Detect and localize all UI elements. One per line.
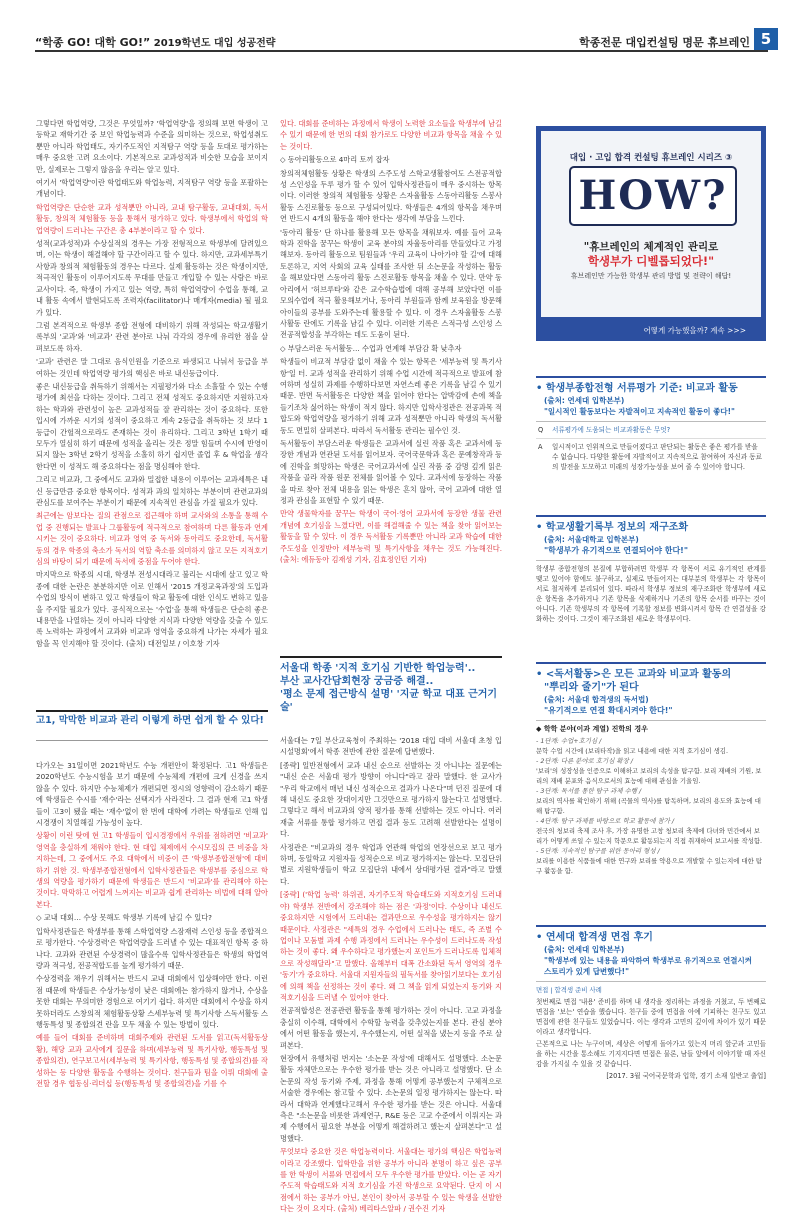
- page-header: [0, 0, 800, 52]
- column-2-paragraph: ◇ 부담스러운 독서활동… 수업과 연계해 부담감 확 낮추자: [280, 343, 462, 353]
- box1-question: Q 서류평가에 도움되는 비교과활동은 무엇?: [538, 426, 671, 434]
- column-2-paragraph: 만약 생물학자를 꿈꾸는 학생이 국어·영어 교과서에 등장한 생물 관련 개념에 호기심을 느꼈다면, 이를 해결해줄 수 있는 책을 찾아 읽어보는 활동을 할 수 있다. 이 경우 독서활동 기록뿐만 아니라 교과 학습에 대한 주도성을 인정받아 세부능력 및 특기사항을 채우는 것도 가능해진다. (출처: 에듀동아 김재성 기자, 김효정인턴 기자): [280, 509, 502, 565]
- box4-source: (출처: 연세대 입학본부): [544, 945, 625, 954]
- ad-series-label: 대입 · 고입 합격 컨설팅 휴브레인 시리즈 ③: [569, 153, 733, 163]
- column-2-paragraph: ◇ 동아리활동으로 4마리 토끼 잡자: [280, 155, 390, 165]
- box2-divider: [536, 560, 766, 561]
- article-1-paragraph: 예를 들어 대회를 준비하며 대회주제와 관련된 도서를 읽고(독서활동상황), 해당 교과 교사에게 질문을 하며(세부능력 및 특기사항, 행동특성 및 종합의견), 연구보고서(세부능력 및 특기사항, 행동특성 및 종합의견)를 작성하는 등 다양한 활동을 수행하는 것이다. 친구들과 팀을 이뤄 대회에 출전할 경우 협동심·리더십 등(행동특성 및 종합의견)을 기를 수: [36, 1033, 268, 1088]
- box3-quote: "유기적으로 연결 확대시켜야 한다!": [544, 706, 673, 715]
- box3-step-line: 보리의 역사를 확인하기 위해 (곡물의 역사)를 탐독하며, 보리의 용도와 효능에 대해 탐구함.: [536, 797, 761, 815]
- info-box-interview: [536, 925, 766, 1081]
- box3-step-line: 전국의 청보리 축제 조사 후, 가장 유명한 고창 청보리 축제에 다녀와 민간에서 보리가 어떻게 쓰일 수 있는지 학문으로 활동되는지 직접 취재하여 보고서를 작성함.: [536, 827, 763, 845]
- box3-step-line: 문학 수업 시간에 (보리타작)을 읽고 내용에 대한 지적 호기심이 생김.: [536, 747, 728, 755]
- article-2-title-line2: 부산 교사간담회현장 궁금증 해결..: [280, 676, 434, 687]
- article-2-title: [280, 662, 502, 714]
- article-1-paragraph: 수상경력을 채우기 위해서는 반드시 교내 대회에서 입상해야만 한다. 이런 점 때문에 학생들은 수상가능성이 낮은 대회에는 참가하지 않거나, 수상을 못한 대회는 무의미한 경험으로 여기기 쉽다. 하지만 대회에서 수상을 하지 못하더라도 스창의적 체험활동상황 스세부능력 및 특기사항 스독서활동 스행동특성 및 종합의견 란을 모두 채울 수 있는 방법이 있다.: [36, 974, 268, 1029]
- column-1-paragraph: '교과' 관련은 말 그대로 음식인원을 기준으로 파생되고 나눠서 등급을 부여하는 것인데 학업역량 평가의 핵심은 바로 내신등급이다.: [36, 357, 268, 378]
- box2-text: 학생부 종합전형의 본질에 부합하려면 학생부 각 항목이 서로 유기적인 관계를 맺고 있어야 함에도 불구하고, 실제로 만들어지는 대부분의 학생부는 각 항목이 서로 철저하게 분리되어 있다. 따라서 학생부 정보의 재구조화란 학생부에 새로운 항목을 추가하거나 기존 항목을 삭제하거나 기존의 항목 순서를 바꾸는 것이 아니다. 기존 학생부의 각 항목에 기록할 정보를 변화시켜서 항목 간 연결성을 강화하는 것이다. 그것이 재구조화된 새로운 학생부이다.: [536, 565, 766, 623]
- box4-paragraph-2: 근본적으로 나는 누구이며, 세상은 어떻게 돌아가고 있는지 머리 앞군과 고민들을 하는 시간을 통소해도 기지지다면 면접은 물론, 남들 앞에서 이야기할 때 자신감을 가지실 수 있을 것 같습니다.: [536, 1040, 766, 1068]
- column-1-text: [36, 118, 268, 699]
- box1-source: (출처: 연세대 입학본부): [544, 396, 625, 405]
- answer-label: A: [538, 443, 543, 451]
- ad-panel: [541, 131, 761, 317]
- article-1-paragraph: ◇ 교내 대회… 수상 못해도 학생부 기록에 남길 수 있다?: [36, 913, 212, 923]
- box3-step-line: - 5단계: 지속적인 탐구를 위한 동아리 형성 /: [536, 847, 660, 855]
- ad-subtitle: 휴브레인만 가능한 학생부 관리 방법 및 전략이 해답!: [570, 272, 732, 280]
- box3-step-line: - 2단계: 다른 분야로 호기심 확장 /: [536, 757, 633, 765]
- box4-paragraph-1: 첫번째로 면접 '내용' 준비를 하며 내 생각을 정리하는 과정을 거쳤고, 두 번째로 면접을 '보는' 연습을 했습니다. 친구들 중에 면접을 아예 기피하는 친구도 있고 면접에 관한 친구들도 있었습니다. 이는 생각과 고민의 깊이에 차이가 있기 때문이라고 생각합니다.: [536, 998, 766, 1036]
- article-1-body: [36, 760, 268, 1148]
- column-2-paragraph: 있다. 대회를 준비하는 과정에서 학생이 노력한 요소들을 학생부에 남길 수 있기 때문에 한 번의 대회 참가로도 다양한 비교과 항목을 채울 수 있는 것이다.: [280, 119, 502, 151]
- box1-qa-divider: [536, 438, 766, 439]
- header-subtitle: 2019학년도 대입 성공전략: [153, 38, 276, 49]
- article-2-paragraph: 서울대는 7일 부산교육청이 주최하는 '2018 대입 대비 서울대 초청 입시설명회'에서 학종 전반에 관한 질문에 답변했다.: [280, 736, 502, 757]
- box3-step-line: - 4단계: 탐구 과제를 바탕으로 학교 활동에 참가 /: [536, 817, 675, 825]
- advertisement-banner[interactable]: [536, 126, 766, 341]
- article-2-title-line1: 서울대 학종 '지적 호기심 기반한 학업능력'..: [280, 663, 476, 674]
- box1-quote: "일시적인 활동보다는 자발적이고 지속적인 활동이 좋다!": [544, 407, 735, 416]
- article-1-paragraph: 상황이 이런 탓에 현 고1 학생들이 입시경쟁에서 우위를 점하려면 '비교과' 영역을 충실하게 채워야 한다. 현 대입 체제에서 수시모집의 큰 비중을 차지하는데, 그 중에서도 주요 대학에서 비중이 큰 '학생부종합전형'에 대비하기 위한 것. 학생부종합전형에서 입학사정관들은 학생부를 중심으로 학생의 역량을 평가하기 때문에 학생들은 반드시 '비교과'를 관리해야 하는 것이다. 막막하고 어렵게 느껴지는 비교과 쉽게 관리하는 비법에 대해 알아본다.: [36, 831, 268, 909]
- article-2-paragraph: [종략] 일반전형에서 교과 내신 순으로 선발하는 것 아니냐는 질문에는 "내신 순은 서울대 평가 방향이 아니다"라고 잘라 말했다. 한 교사가 "우리 학교에서 매년 내신 성적순으로 결과가 나온다"며 던진 질문에 대해 내신도 중요한 잣대이지만 그것만으로 평가하지 않는다고 설명했다. 그렇다고 해서 비교과의 양적 평가를 통해 선발하는 것도 아니다. 여러 재출 서류를 통합 평가하고 면접 결과 등도 고려해 선발한다는 설명이다.: [280, 760, 502, 839]
- box2-quote: "학생부가 유기적으로 연결되어야 한다!": [544, 546, 688, 555]
- column-1-paragraph: 학업역량은 단순한 교과 성적뿐만 아니라, 교내 탐구활동, 교내대회, 독서활동, 창의적 체험활동 등을 통해서 평가하고 있다. 학생부에서 학업의 학업역량이 드러나는 구간은 총 4부분이라고 할 수 있다.: [36, 202, 268, 235]
- column-1-paragraph: 그럼 본격적으로 학생부 종합 전형에 대비하기 위해 작성되는 학교생활기록부의 '교과'와 '비교과' 관련 분야로 나눠 각각의 경우에 유리한 점을 살펴보도록 하자.: [36, 320, 268, 353]
- box4-quote-line1: "학생부에 있는 내용을 파악하여 학생부로 유기적으로 연결시켜: [544, 956, 752, 965]
- article-2-title-line3: '평소 문제 접근방식 설명' '지균 학교 대표 근거기술': [280, 689, 498, 713]
- box1-title: • 학생부종합전형 서류평가 기준: 비교과 활동: [536, 383, 738, 394]
- article-2-paragraph: 무엇보다 중요한 것은 학업능력이다. 서울대는 평가의 핵심은 학업능력이라고 강조했다. 입학만을 위한 공부가 아니라 분명이 하고 싶은 공부를 한 학생이 서류와 면접에서 모두 우수한 평가를 받았다. 이는 곧 자기주도적 학습태도와 지적 호기심을 가진 학생으로 요약된다. 단지 이 시점에서 하는 공부가 아닌, 본인이 찾아서 공부할 수 있는 학생을 선발한다는 것이 요지다. (출처) 베리타스알파 / 권수진 기자: [280, 1147, 502, 1214]
- box3-step-line: '보리'의 성장성을 인증으로 이해하고 보리의 속성을 탐구함. 보리 재배의 기원, 보리의 재배 분포와 음식으로서의 효능에 대해 관심을 기울임.: [536, 767, 762, 785]
- header-right: 학종전문 대입컨설팅 명문 휴브레인: [579, 36, 750, 49]
- article-1-paragraph: 입학사정관들은 학생부를 통해 스학업역량 스잠재력 스인성 등을 종합적으로 평가한다. '수상경력'은 학업역량을 드러낼 수 있는 대표적인 항목 중 하나다. 교과와 관련된 수상경력이 많을수록 입학사정관들은 학생의 학업역량과 적극성, 전공적합도를 높게 평가하기 때문.: [36, 926, 268, 970]
- box3-steps: [536, 736, 766, 876]
- article-1-subrule: [36, 740, 268, 741]
- box3-step-line: - 3단계: 독서를 통한 탐구 과제 수행 /: [536, 787, 642, 795]
- article-2-paragraph: 사정관은 "비교과의 경우 학업과 연관해 학업의 연장선으로 보고 평가하며, 동일학교 지원자들 성적순으로 비교 평가하지는 않는다. 모집단위별로 지원학생들이 학교 모집단위 내에서 상대평가된 결과"라고 말했다.: [280, 842, 502, 886]
- article-2-body: [280, 735, 502, 1214]
- column-1-paragraph: 좋은 내신등급을 취득하기 위해서는 지필평가와 다소 소홀할 수 있는 수행평가에 최선을 다하는 것이다. 그리고 전체 성적도 중요하지만 지원하고자 하는 학과와 관련성이 높은 교과성적들 잘 관리하는 것이 중요하다. 또한 입시에 가까운 시기의 성적이 중요하고 계속 2등급을 취득하는 것 보다 1등급이 간헐적으로라도 존재하는 것이 유리하다. 그리고 3학년 1학기 때 모두가 열심히 하기 때문에 성적을 올리는 것은 정말 힘들며 수시에 반영이 되지 않는 3학년 2학기 성적을 소홀히 하기 쉽지만 졸업 후 & 학업을 생각한다면 이 성적도 해 중요하다는 점을 명심해야 한다.: [36, 381, 268, 471]
- info-box-reading: [536, 662, 766, 876]
- column-2-paragraph: 독서활동이 부담스러운 학생들은 교과서에 실린 작품 혹은 교과서에 등장한 개념과 연관된 도서를 읽어보자. 국어국문학과 혹은 문예창작과 등에 진학을 희망하는 학생은 국어교과서에 실린 작품 중 감명 깊게 읽은 작품을 골라 작품 원문 전체를 읽어볼 수 있다. 교과서에 등장하는 작품을 따로 찾아 전체 내용을 읽는 학생은 흔치 않아, 국어 교과에 대한 열정과 관심을 표현할 수 있기 때문.: [280, 438, 502, 505]
- box4-divider: [536, 981, 766, 982]
- column-2-paragraph: '동아리 활동' 단 하나를 활용해 모든 항목을 채워보자. 예를 들어 교육학과 진학을 꿈꾸는 학생이 교육 분야의 자율동아리를 만들었다고 가정해보자. 동아리 활동으로 팀원들과 '우리 교육이 나아가야 할 길'에 대해 토론하고, 지역 사회의 교육 실태를 조사한 뒤 소논문을 작성하는 활동을 해보았다면 스동아리 활동 스진로활동 항목을 채울 수 있다. 만약 동아리에서 '허브루타'와 같은 교수학습법에 대해 공부해 보았다면 이를 모의수업에 적극 활용해보거나, 동아리 부원들과 함께 보육원을 방문해 아이들의 공부를 도와주는데 활용할 수 있다. 이 경우 스자율활동 스봉사활동 란에도 기록을 남길 수 있다. 이러한 기록은 스적극성 스인성 스전공적합성을 부각하는 데도 도움이 된다.: [280, 227, 502, 340]
- box3-divider: [536, 720, 766, 721]
- article-2-paragraph: [중략] ('학업 능력' 하위권, 자기주도적 학습태도와 지적호기심 드러내야) 학생부 전반에서 강조해야 하는 점은 '과정'이다. 수상이나 내신도 중요하지만 시험에서 드러내는 결과만으로 우수성을 평가하지는 않기 때문이다. 사정관은 "세특의 경우 수업에서 드러나는 태도, 즉 조별 수업이나 모둠별 과제 수행 과정에서 드러나는 우수성이 드러나도록 작성하는 것이 좋다. 왜 우수하다고 평가했는지 포인트가 드러나도록 입체적으로 작성해달라"고 말했다. 올해부터 대폭 간소화된 독서 영역의 경우 '동기'가 중요하다. 서울대 지원자들의 필독서를 찾아읽기보다는 호기심에 의해 책을 선정하는 것이 좋다. 왜 그 책을 읽게 되었는지 동기와 지적호기심을 드러낼 수 있어야 한다.: [280, 890, 502, 1002]
- box2-title: • 학교생활기록부 정보의 재구조화: [536, 522, 689, 533]
- article-1-rule: [36, 710, 268, 712]
- box4-source-note: [2017. 3월 국어국문학과 입학, 경기 소재 일반고 출업]: [606, 1072, 766, 1080]
- box3-step-line: 보리를 이용한 식품들에 대한 연구와 보리를 약용으로 개발할 수 있는지에 대한 탐구 활동을 함.: [536, 857, 763, 875]
- box1-answer: A 일시적이고 인위적으로 만들어졌다고 판단되는 활동은 좋은 평가를 받을 수 없습니다. 다양한 활동에 자발적이고 지속적으로 참여하여 자신과 동료의 발전을 도모하고 미래의 성장가능성을 보여 줄 수 있어야 합니다.: [538, 443, 762, 471]
- column-1-paragraph: 최근에는 암보다는 질의 관점으로 접근해야 하며 교사와의 소통을 통해 수업 중 진행되는 발표나 그룹활동에 적극적으로 참여하며 다른 활동과 연계시키는 것이 중요하다. 비교과 영역 중 독서와 동아리도 중요한데, 독서활동의 경우 학종의 축소가 독서의 역할 축소를 의미하지 않고 모든 지적호기심의 바탕이 되기 때문에 독서에 중점을 두어야 한다.: [36, 511, 268, 567]
- info-box-restructure: [536, 515, 766, 624]
- box4-title: • 연세대 합격생 면접 후기: [536, 932, 653, 943]
- box3-title-line1: • <독서활동>은 모든 교과와 비교과 활동의: [536, 669, 732, 680]
- box3-list-title: ◆ 학학 분야(이과 계열) 진학의 경우: [536, 725, 648, 733]
- header-left: [35, 34, 275, 50]
- article-1-title: 고1, 막막한 비교과 관리 이렇게 하면 쉽게 할 수 있다!: [36, 715, 264, 726]
- column-2-paragraph: 창의적체험활동 상황은 학생의 스주도성 스학교생활참여도 스전공적합성 스인성을 두루 평가 할 수 있어 입학사정관들이 매우 중시하는 항목이다. 이러한 창의적 체험활동 상황은 스자율활동 스동아리활동 스봉사활동 스진로활동 등으로 구성되어있다. 학생들은 4개의 항목을 채우며 연 반드시 4개의 활동을 해야 한다는 생각에 부담을 느낀다.: [280, 168, 502, 224]
- box2-source: (출처: 서울대학교 입학본부): [544, 535, 639, 544]
- column-1-paragraph: 마지막으로 학종의 시대, 학생부 전성시대라고 불리는 시대에 살고 있고 학종에 대한 논란은 분분하지만 이로 인해서 '2015 개정교육과정'의 도입과 수업의 방식이 변하고 있고 학생들이 학교 활동에 대한 인식도 변하고 있음을 주지할 필요가 있다. 공식적으로는 '수업'을 통해 학생들은 단순히 좋은 내용만을 나열하는 것이 아니라 다양한 지식과 다양한 역량을 갖출 수 있도록 노력하는 과정에서 교과와 비교과 영역을 중요하게 나가는 자세가 필요함을 꼭 인지해야 할 것이다. (출처) 대전일보 / 이호창 기자: [36, 570, 268, 648]
- box1-divider: [536, 421, 766, 422]
- box3-source: (출처: 서울대 합격생의 독서법): [544, 695, 649, 704]
- ad-more-link[interactable]: 어떻게 가능했을까? 계속 >>>: [643, 326, 746, 335]
- page-number: 5: [754, 28, 778, 50]
- box4-quote-line2: 스토리가 있게 답변했다!": [544, 967, 629, 976]
- box3-title-line2: "뿌리와 줄기"가 된다: [544, 682, 639, 693]
- article-2-rule: [280, 656, 502, 658]
- article-2-paragraph: 전공적합성은 전공관련 활동을 통해 평가하는 것이 아니다. 고교 과정을 충실히 이수해, 대학에서 수학할 능력을 갖추었는지를 본다. 관심 분야에서 어떤 활동을 했는지, 우수했는지, 어떤 실적을 냈는지 등을 주로 살펴본다.: [280, 1006, 502, 1050]
- article-2-paragraph: 현장에서 유행처럼 번지는 '소논문 작성'에 대해서도 설명했다. 소논문 활동 자체만으로는 우수한 평가를 받는 것은 아니라고 설명했다. 단 소논문의 작성 동기와 주제, 과정을 통해 어떻게 공부했는지 구체적으로 서술한 경우에는 참고할 수 있다. 소논문의 일정 평가하지는 않는다. 따라서 대학과 연계했다고해서 우수한 평가를 받는 것은 아니다. 서울대 측은 "소논문을 비롯한 과제연구, R&E 등은 고교 수준에서 이뤄지는 과제 수행에서 필요한 부분을 어떻게 해결하려고 했는지 살펴본다"고 설명했다.: [280, 1053, 502, 1143]
- column-2-text: [280, 118, 502, 633]
- question-label: Q: [538, 426, 544, 434]
- box3-step-line: - 1단계: 수업+호기심 /: [536, 737, 602, 745]
- header-rule: [35, 50, 768, 52]
- box4-tag: 면접 | 합격생 준비 사례: [536, 986, 602, 994]
- ad-how-heading: HOW?: [569, 166, 737, 226]
- column-1-paragraph: 그렇다면 학업역량, 그것은 무엇일까? '학업역량'을 정의해 보면 학생이 고등학교 재학기간 중 보인 학업능력과 수준을 의미하는 것으로, 학업성취도뿐만 아니라 학업태도, 자기주도적인 지적탐구 역량 등을 토대로 평가하는 매우 중요한 고려 요소이다. 기본적으로 교과성적과 비슷한 모습을 보이지만, 실제로는 그렇지 않음을 우리는 알고 있다.: [36, 119, 268, 174]
- column-2-paragraph: 학생들이 비교적 부담감 없이 채울 수 있는 항목은 '세부능력 및 특기사항'일 터. 교과 성적을 관리하기 위해 수업 시간에 적극적으로 발표에 참여하며 성실히 과제를 수행하다보면 자연스레 좋은 기록을 남길 수 있기 때문. 반면 독서활동은 다양한 책을 읽어야 한다는 압박감에 손에 책을 들기조차 싫어하는 학생이 적지 않다. 하지만 입학사정관은 전공과목 적합도와 학업역량을 평가하기 위해 교과 성적뿐만 아니라 학생의 독서활동도 면밀히 살펴본다. 따라서 독서활동 관리는 필수인 것.: [280, 357, 502, 435]
- info-box-evaluation-criteria: [536, 376, 766, 472]
- column-1-paragraph: 여기서 '학업역량'이란 학업태도와 학업능력, 지적탐구 역량 등을 포괄하는 개념이다.: [36, 178, 268, 199]
- ad-quote-line1: "휴브레인의 체계적인 관리로: [583, 241, 719, 253]
- ad-quote-line2: 학생부가 디벨롭되었다!": [587, 254, 715, 268]
- header-quote: “학종 GO! 대학 GO!”: [35, 36, 151, 49]
- article-1-paragraph: 다가오는 31일이면 2021학년도 수능 개편안이 확정된다. 고1 학생들은 2020학년도 수능시험을 보기 때문에 수능체제 개편에 크게 신경을 쓰지 않을 수 있다. 하지만 수능체제가 개편되면 정시의 영향력이 감소하기 때문에 학생들은 수시를 '재수'라는 선택지가 사라진다. 그 결과 현재 고1 학생들이 고3이 됐을 때는 '재수'없이 한 번에 대학에 가려는 학생들로 인해 입시경쟁이 치열해질 가능성이 높다.: [36, 761, 268, 828]
- column-1-paragraph: 성적(교과성적)과 수상실적의 경우는 가장 전형적으로 학생부에 달려있으며, 이는 학생이 해결해야 할 구간이라고 할 수 있다. 하지만, 교과세부특기사항과 창의적 체험활동의 경우는 다르다. 실제 활동하는 것은 학생이지만, 적극적인 활동이 이루어지도록 무대를 만들고 개입할 수 있는 사람은 바로 교사이다. 즉, 학생이 가지고 있는 역량, 특히 학업역량이 수업을 통해, 교내 활동 속에서 발현되도록 조력자(facilitator)나 매개자(media) 될 필요가 있다.: [36, 239, 268, 317]
- column-1-paragraph: 그리고 비교과, 그 중에서도 교과와 밀접한 내용이 이루어는 교과세특은 내신 등급만큼 중요한 항목이다. 성적과 과의 일치하는 부분이며 관련교과의 관심도를 보여주는 부분이기 때문에 지속적인 관심을 가질 필요가 있다.: [36, 475, 268, 507]
